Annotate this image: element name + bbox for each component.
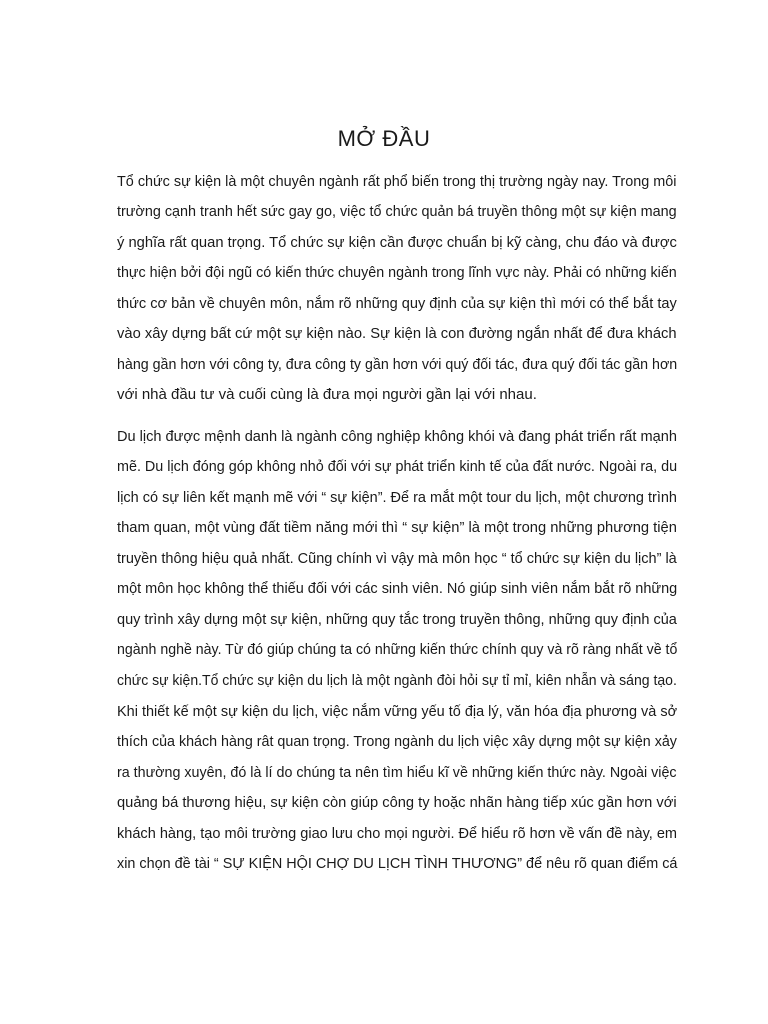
text-line: quảng bá thương hiệu, sự kiện còn giúp công ty hoặc nhãn hàng tiếp xúc gần hơn với xyxy=(117,794,677,811)
text-line: quy trình xây dựng một sự kiện, những quy tắc trong truyền thông, những quy định của xyxy=(117,611,677,628)
text-line: ý nghĩa rất quan trọng. Tổ chức sự kiện cần được chuẩn bị kỹ càng, chu đáo và được xyxy=(117,234,677,251)
text-line: một môn học không thể thiếu đối với các sinh viên. Nó giúp sinh viên nắm bắt rõ những xyxy=(117,580,678,597)
text-line: tham quan, một vùng đất tiềm năng mới thì “ sự kiện” là một trong những phương tiện xyxy=(117,519,677,536)
text-line: vào xây dựng bất cứ một sự kiện nào. Sự kiện là con đường ngắn nhất để đưa khách xyxy=(117,325,677,342)
text-line: Du lịch được mệnh danh là ngành công nghiệp không khói và đang phát triển rất mạnh xyxy=(117,428,677,445)
text-line: mẽ. Du lịch đóng góp không nhỏ đối với sự phát triển kinh tế của đất nước. Ngoài ra, du xyxy=(117,458,678,475)
text-line: lịch có sự liên kết mạnh mẽ với “ sự kiện”. Để ra mắt một tour du lịch, một chương trình xyxy=(117,489,677,506)
text-line: thực hiện bởi đội ngũ có kiến thức chuyên ngành trong lĩnh vực này. Phải có những kiến xyxy=(117,264,677,281)
text-line: thức cơ bản về chuyên môn, nắm rõ những quy định của sự kiện thì mới có thể bắt tay xyxy=(117,295,677,312)
text-line: Khi thiết kế một sự kiện du lịch, việc nắm vững yếu tố địa lý, văn hóa địa phương và sở xyxy=(117,703,678,720)
text-line: truyền thông hiệu quả nhất. Cũng chính vì vậy mà môn học “ tổ chức sự kiện du lịch” là xyxy=(117,550,677,567)
text-line: trường cạnh tranh hết sức gay go, việc tổ chức quản bá truyền thông một sự kiện mang xyxy=(117,203,677,220)
text-line: ra thường xuyên, đó là lí do chúng ta nên tìm hiểu kĩ về những kiến thức này. Ngoài việc xyxy=(117,764,677,781)
text-line: Tổ chức sự kiện là một chuyên ngành rất phổ biến trong thị trường ngày nay. Trong môi xyxy=(117,173,677,190)
text-line: ngành nghề này. Từ đó giúp chúng ta có những kiến thức chính quy và rõ ràng nhất về tổ xyxy=(117,641,678,658)
text-line: với nhà đầu tư và cuối cùng là đưa mọi người gần lại với nhau. xyxy=(117,386,537,403)
text-line: thích của khách hàng rât quan trọng. Trong ngành du lịch việc xây dựng một sự kiện xảy xyxy=(117,733,677,750)
text-line: khách hàng, tạo môi trường giao lưu cho mọi người. Để hiểu rõ hơn về vấn đề này, em xyxy=(117,825,678,842)
text-line: xin chọn đề tài “ SỰ KIỆN HỘI CHỢ DU LỊCH TÌNH THƯƠNG” để nêu rõ quan điểm cá xyxy=(117,855,678,872)
text-line: chức sự kiện.Tổ chức sự kiện du lịch là một ngành đòi hỏi sự tỉ mỉ, kiên nhẫn và sáng tạo. xyxy=(117,672,677,689)
text-line: hàng gần hơn với công ty, đưa công ty gần hơn với quý đối tác, đưa quý đối tác gần hơn xyxy=(117,356,678,373)
page-title: MỞ ĐẦU xyxy=(337,126,431,151)
